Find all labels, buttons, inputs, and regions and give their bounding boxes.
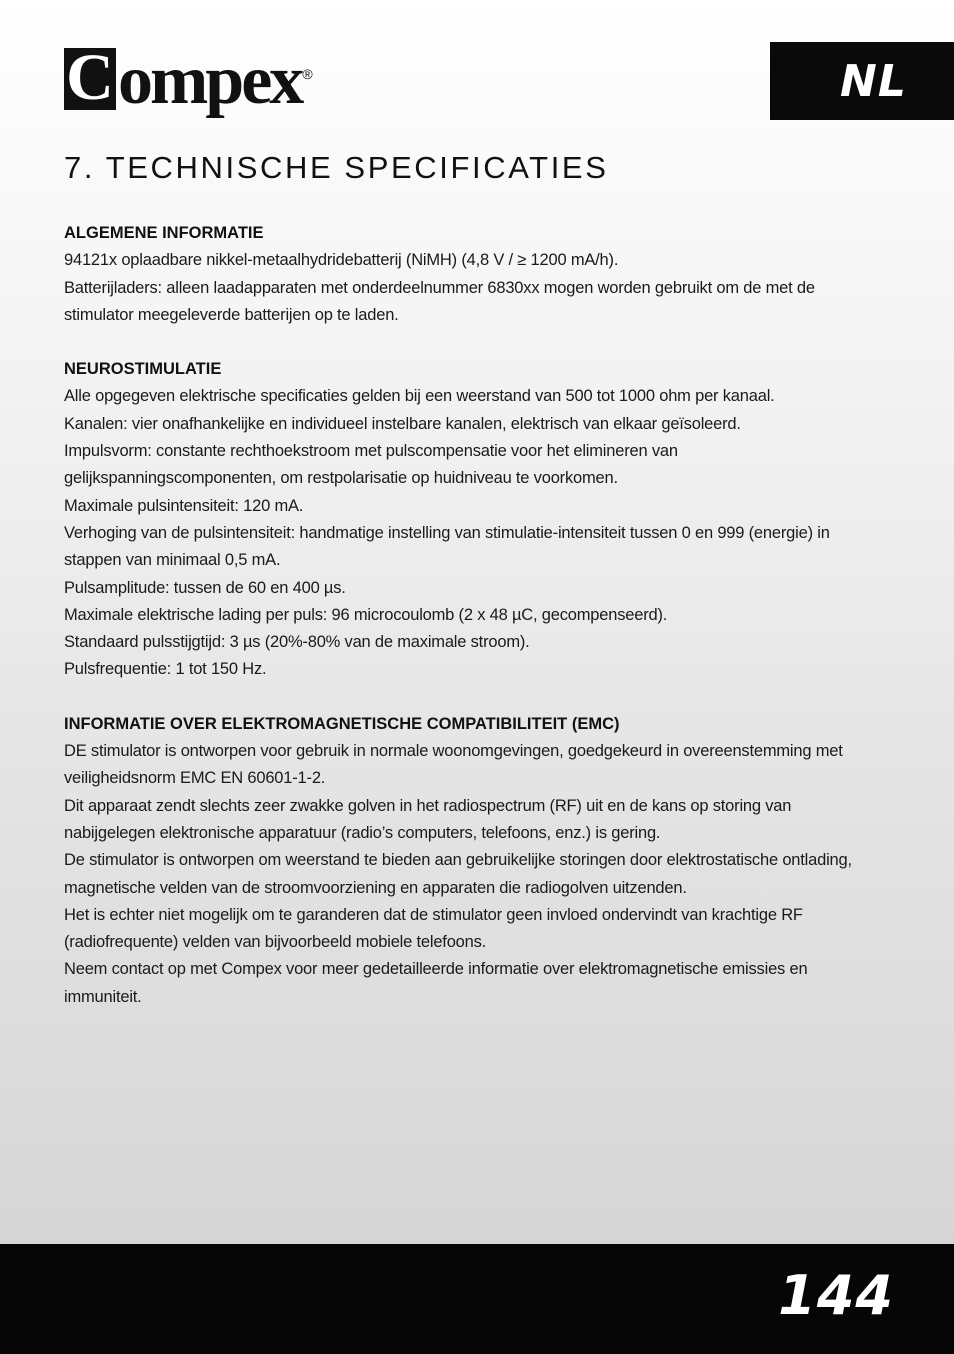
logo-registered-mark: ® [302,66,313,82]
page-number: 144 [778,1264,894,1327]
paragraph: Standaard pulsstijgtijd: 3 µs (20%-80% van de maximale stroom). [64,633,530,652]
section-neurostimulation [64,356,884,684]
section-heading: ALGEMENE INFORMATIE [64,224,264,242]
paragraph: Kanalen: vier onafhankelijke en individueel instelbare kanalen, elektrisch van elkaar geïsoleerd. [64,414,741,433]
paragraph: Pulsamplitude: tussen de 60 en 400 µs. [64,578,346,597]
paragraph: Impulsvorm: constante rechthoekstroom met pulscompensatie voor het elimineren van gelijkspanningscomponenten, om restpolarisatie op huidniveau te voorkomen. [64,442,678,488]
language-tab [770,42,954,120]
section-heading: NEUROSTIMULATIE [64,360,222,379]
paragraph: Het is echter niet mogelijk om te garanderen dat de stimulator geen invloed ondervindt van krachtige RF (radiofrequente) velden van bijvoorbeeld mobiele telefoons. [64,905,803,952]
specifications-content [64,220,884,1038]
paragraph: De stimulator is ontworpen om weerstand te bieden aan gebruikelijke storingen door elektrostatische ontlading, magnetische velden van de stroomvoorziening en apparaten die radiogolven uitzenden. [64,851,852,897]
page-footer [0,1244,954,1354]
paragraph: DE stimulator is ontworpen voor gebruik in normale woonomgevingen, goedgekeurd in overeenstemming met veiligheidsnorm EMC EN 60601-1-2. [64,742,843,788]
section-heading: INFORMATIE OVER ELEKTROMAGNETISCHE COMPATIBILITEIT (EMC) [64,714,620,733]
paragraph: Maximale pulsintensiteit: 120 mA. [64,496,304,515]
paragraph: 94121x oplaadbare nikkel-metaalhydridebatterij (NiMH) (4,8 V / ≥ 1200 mA/h). [64,251,619,270]
paragraph: Maximale elektrische lading per puls: 96 microcoulomb (2 x 48 µC, gecompenseerd). [64,605,668,624]
page-title: 7. TECHNISCHE SPECIFICATIES [64,150,609,185]
logo-wordmark: ompex [118,42,302,119]
paragraph: Pulsfrequentie: 1 tot 150 Hz. [64,660,267,679]
section-emc-information [64,711,884,1011]
paragraph: Dit apparaat zendt slechts zeer zwakke golven in het radiospectrum (RF) uit en de kans op storing van nabijgelegen elektronische apparatuur (radio’s computers, telefoons, enz.) is gering. [64,796,792,842]
compex-logo [64,41,313,119]
section-general-information [64,220,884,329]
paragraph: Verhoging van de pulsintensiteit: handmatige instelling van stimulatie-intensiteit tussen 0 en 999 (energie) in stappen van minimaal 0,5 mA. [64,523,830,570]
logo-initial-box [64,41,116,114]
logo-initial: C [66,41,114,114]
language-tab-label: NL [840,55,907,107]
paragraph: Alle opgegeven elektrische specificaties gelden bij een weerstand van 500 tot 1000 ohm per kanaal. [64,387,775,406]
paragraph: Neem contact op met Compex voor meer gedetailleerde informatie over elektromagnetische emissies en immuniteit. [64,960,808,1006]
paragraph: Batterijladers: alleen laadapparaten met onderdeelnummer 6830xx mogen worden gebruikt om de met de stimulator meegeleverde batterijen op te laden. [64,278,815,324]
